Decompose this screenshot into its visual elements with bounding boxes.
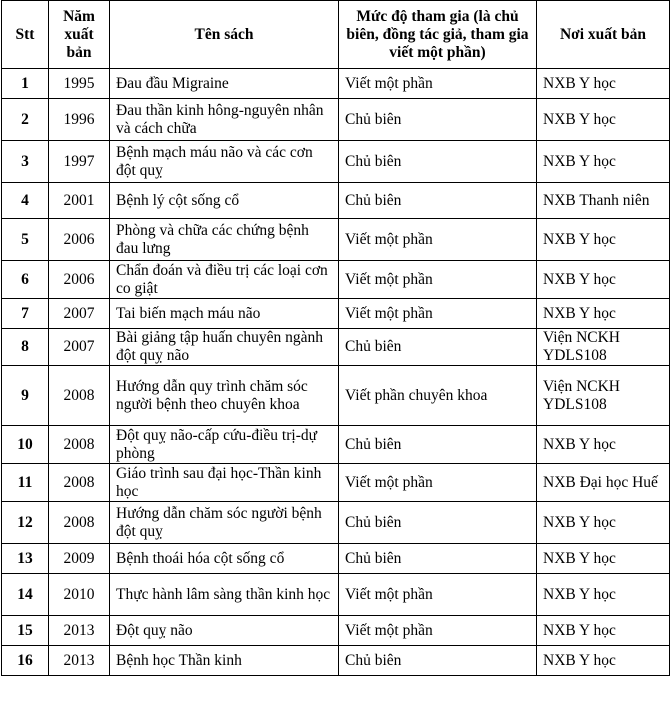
row-year: 2008	[49, 366, 110, 426]
row-year: 2001	[49, 183, 110, 219]
row-title: Đột quỵ não-cấp cứu-điều trị-dự phòng	[110, 426, 339, 464]
table-row	[2, 646, 670, 676]
row-stt: 10	[2, 426, 49, 464]
row-title: Phòng và chữa các chứng bệnh đau lưng	[110, 219, 339, 261]
header-year: Năm xuất bản	[49, 1, 110, 69]
table-row	[2, 299, 670, 329]
row-publisher: NXB Thanh niên	[537, 183, 670, 219]
table-header-row	[2, 1, 670, 69]
row-role: Viết một phần	[339, 299, 537, 329]
row-year: 2006	[49, 219, 110, 261]
row-publisher: NXB Y học	[537, 616, 670, 646]
row-role: Chủ biên	[339, 183, 537, 219]
row-publisher: NXB Y học	[537, 426, 670, 464]
table-row	[2, 544, 670, 574]
row-publisher: NXB Y học	[537, 544, 670, 574]
row-year: 2006	[49, 261, 110, 299]
row-title: Hướng dẫn chăm sóc người bệnh đột quỵ	[110, 502, 339, 544]
row-stt: 2	[2, 99, 49, 141]
row-stt: 4	[2, 183, 49, 219]
row-title: Bệnh lý cột sống cổ	[110, 183, 339, 219]
row-role: Viết một phần	[339, 219, 537, 261]
table-row	[2, 426, 670, 464]
row-stt: 14	[2, 574, 49, 616]
row-publisher: NXB Y học	[537, 99, 670, 141]
row-role: Viết phần chuyên khoa	[339, 366, 537, 426]
row-stt: 3	[2, 141, 49, 183]
table-row	[2, 616, 670, 646]
row-year: 2007	[49, 329, 110, 366]
header-publisher: Nơi xuất bản	[537, 1, 670, 69]
row-year: 2013	[49, 646, 110, 676]
row-role: Chủ biên	[339, 99, 537, 141]
row-role: Viết một phần	[339, 261, 537, 299]
row-role: Viết một phần	[339, 616, 537, 646]
row-role: Viết một phần	[339, 69, 537, 99]
table-row	[2, 183, 670, 219]
row-stt: 12	[2, 502, 49, 544]
row-publisher: NXB Y học	[537, 69, 670, 99]
row-stt: 11	[2, 464, 49, 502]
row-publisher: Viện NCKH YDLS108	[537, 329, 670, 366]
table-row	[2, 574, 670, 616]
row-publisher: Viện NCKH YDLS108	[537, 366, 670, 426]
header-role: Mức độ tham gia (là chủ biên, đồng tác giả, tham gia viết một phần)	[339, 1, 537, 69]
row-role: Chủ biên	[339, 329, 537, 366]
row-stt: 5	[2, 219, 49, 261]
header-stt: Stt	[2, 1, 49, 69]
row-role: Chủ biên	[339, 544, 537, 574]
row-stt: 15	[2, 616, 49, 646]
row-year: 2008	[49, 502, 110, 544]
row-year: 1996	[49, 99, 110, 141]
row-publisher: NXB Đại học Huế	[537, 464, 670, 502]
row-title: Bài giảng tập huấn chuyên ngành đột quỵ não	[110, 329, 339, 366]
row-title: Bệnh thoái hóa cột sống cổ	[110, 544, 339, 574]
row-stt: 1	[2, 69, 49, 99]
row-role: Chủ biên	[339, 502, 537, 544]
table-row	[2, 69, 670, 99]
row-title: Bệnh học Thần kinh	[110, 646, 339, 676]
row-year: 2008	[49, 426, 110, 464]
header-title: Tên sách	[110, 1, 339, 69]
row-title: Đau đầu Migraine	[110, 69, 339, 99]
table-row	[2, 141, 670, 183]
row-publisher: NXB Y học	[537, 299, 670, 329]
row-year: 2010	[49, 574, 110, 616]
row-title: Thực hành lâm sàng thần kinh học	[110, 574, 339, 616]
row-publisher: NXB Y học	[537, 141, 670, 183]
table-row	[2, 464, 670, 502]
row-title: Giáo trình sau đại học-Thần kinh học	[110, 464, 339, 502]
row-publisher: NXB Y học	[537, 502, 670, 544]
row-role: Viết một phần	[339, 574, 537, 616]
row-stt: 6	[2, 261, 49, 299]
table-row	[2, 261, 670, 299]
row-year: 2007	[49, 299, 110, 329]
row-stt: 8	[2, 329, 49, 366]
row-stt: 16	[2, 646, 49, 676]
row-role: Chủ biên	[339, 426, 537, 464]
row-year: 2013	[49, 616, 110, 646]
row-title: Đau thần kinh hông-nguyên nhân và cách chữa	[110, 99, 339, 141]
table-row	[2, 219, 670, 261]
row-year: 2009	[49, 544, 110, 574]
row-role: Chủ biên	[339, 646, 537, 676]
row-publisher: NXB Y học	[537, 646, 670, 676]
row-year: 2008	[49, 464, 110, 502]
row-publisher: NXB Y học	[537, 261, 670, 299]
books-table	[1, 0, 670, 676]
table-row	[2, 366, 670, 426]
row-title: Bệnh mạch máu não và các cơn đột quỵ	[110, 141, 339, 183]
row-title: Đột quỵ não	[110, 616, 339, 646]
row-publisher: NXB Y học	[537, 574, 670, 616]
row-year: 1997	[49, 141, 110, 183]
row-year: 1995	[49, 69, 110, 99]
row-stt: 13	[2, 544, 49, 574]
table-row	[2, 329, 670, 366]
table-row	[2, 502, 670, 544]
row-stt: 7	[2, 299, 49, 329]
row-role: Viết một phần	[339, 464, 537, 502]
row-role: Chủ biên	[339, 141, 537, 183]
table-row	[2, 99, 670, 141]
row-title: Chẩn đoán và điều trị các loại cơn co giật	[110, 261, 339, 299]
row-title: Hướng dẫn quy trình chăm sóc người bệnh theo chuyên khoa	[110, 366, 339, 426]
row-stt: 9	[2, 366, 49, 426]
row-publisher: NXB Y học	[537, 219, 670, 261]
row-title: Tai biến mạch máu não	[110, 299, 339, 329]
